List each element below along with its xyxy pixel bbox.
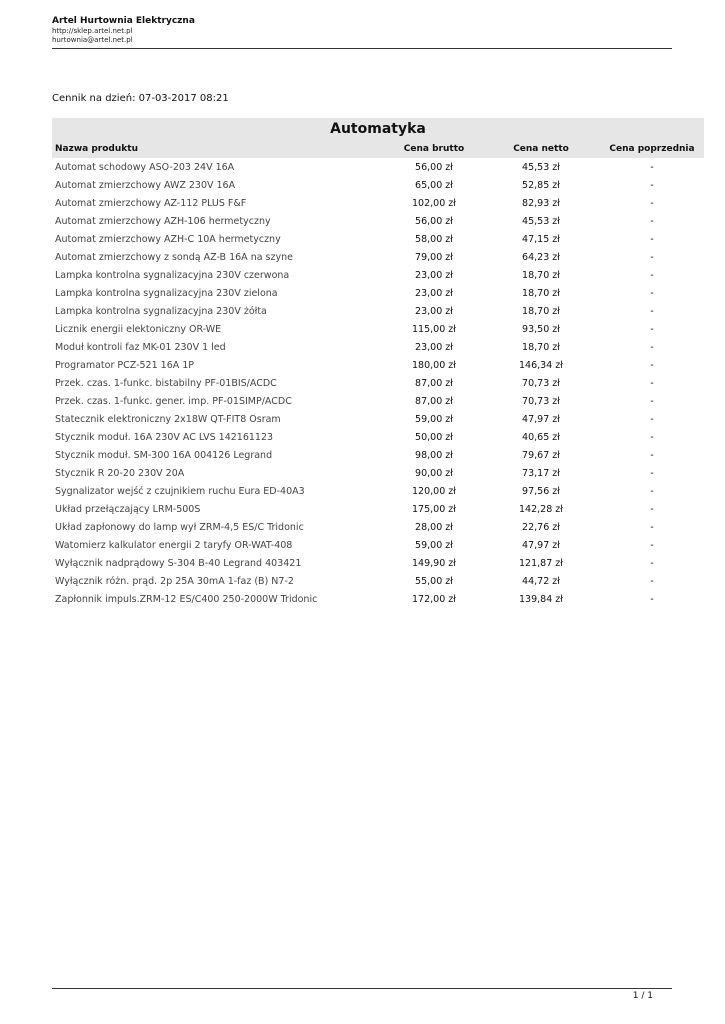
price-net: 70,73 zł xyxy=(522,377,560,389)
price-net: 142,28 zł xyxy=(519,503,563,515)
table-body xyxy=(52,158,704,608)
price-gross: 120,00 zł xyxy=(412,485,456,497)
price-gross: 79,00 zł xyxy=(415,251,453,263)
price-gross: 23,00 zł xyxy=(415,341,453,353)
product-name: Przek. czas. 1-funkc. bistabilny PF-01BIS/ACDC xyxy=(55,377,277,389)
table-row xyxy=(52,248,704,266)
product-name: Układ zapłonowy do lamp wył ZRM-4,5 ES/C Tridonic xyxy=(55,521,304,533)
column-header-name: Nazwa produktu xyxy=(55,144,138,154)
price-previous: - xyxy=(650,341,654,353)
price-net: 121,87 zł xyxy=(519,557,563,569)
product-name: Wyłącznik nadprądowy S-304 B-40 Legrand 403421 xyxy=(55,557,302,569)
price-gross: 115,00 zł xyxy=(412,323,456,335)
table-row xyxy=(52,392,704,410)
price-gross: 172,00 zł xyxy=(412,593,456,605)
product-name: Moduł kontroli faz MK-01 230V 1 led xyxy=(55,341,226,353)
product-name: Automat zmierzchowy z sondą AZ-B 16A na szyne xyxy=(55,251,293,263)
price-previous: - xyxy=(650,413,654,425)
table-row xyxy=(52,554,704,572)
column-header-gross: Cena brutto xyxy=(403,144,465,154)
price-previous: - xyxy=(650,539,654,551)
price-gross: 98,00 zł xyxy=(415,449,453,461)
price-gross: 102,00 zł xyxy=(412,197,456,209)
price-net: 146,34 zł xyxy=(519,359,563,371)
price-previous: - xyxy=(650,377,654,389)
price-previous: - xyxy=(650,593,654,605)
table-header xyxy=(52,118,704,158)
product-name: Automat zmierzchowy AWZ 230V 16A xyxy=(55,179,236,191)
price-gross: 65,00 zł xyxy=(415,179,453,191)
company-name: Artel Hurtownia Elektryczna xyxy=(52,16,195,26)
category-title: Automatyka xyxy=(330,121,426,137)
table-row xyxy=(52,338,704,356)
product-name: Automat zmierzchowy AZ-112 PLUS F&F xyxy=(55,197,247,209)
price-gross: 23,00 zł xyxy=(415,287,453,299)
price-gross: 56,00 zł xyxy=(415,161,453,173)
price-table xyxy=(52,118,704,608)
price-gross: 28,00 zł xyxy=(415,521,453,533)
price-gross: 55,00 zł xyxy=(415,575,453,587)
product-name: Stycznik moduł. 16A 230V AC LVS 142161123 xyxy=(55,431,274,443)
price-net: 93,50 zł xyxy=(522,323,560,335)
price-gross: 50,00 zł xyxy=(415,431,453,443)
price-gross: 175,00 zł xyxy=(412,503,456,515)
product-name: Automat zmierzchowy AZH-C 10A hermetyczny xyxy=(55,233,281,245)
price-previous: - xyxy=(650,575,654,587)
price-previous: - xyxy=(650,251,654,263)
price-net: 18,70 zł xyxy=(522,341,560,353)
product-name: Watomierz kalkulator energii 2 taryfy OR-WAT-408 xyxy=(55,539,293,551)
table-row xyxy=(52,428,704,446)
product-name: Automat schodowy ASO-203 24V 16A xyxy=(55,161,235,173)
table-row xyxy=(52,356,704,374)
product-name: Układ przełączający LRM-500S xyxy=(55,503,201,515)
product-name: Lampka kontrolna sygnalizacyjna 230V żółta xyxy=(55,305,267,317)
price-list-date: Cennik na dzień: 07-03-2017 08:21 xyxy=(52,93,229,104)
table-row xyxy=(52,518,704,536)
price-gross: 23,00 zł xyxy=(415,269,453,281)
price-previous: - xyxy=(650,215,654,227)
column-header-previous: Cena poprzednia xyxy=(609,144,695,154)
product-name: Wyłącznik różn. prąd. 2p 25A 30mA 1-faz (B) N7-2 xyxy=(55,575,294,587)
price-net: 40,65 zł xyxy=(522,431,560,443)
price-gross: 58,00 zł xyxy=(415,233,453,245)
price-previous: - xyxy=(650,161,654,173)
price-previous: - xyxy=(650,287,654,299)
product-name: Licznik energii elektoniczny OR-WE xyxy=(55,323,222,335)
table-row xyxy=(52,500,704,518)
price-gross: 23,00 zł xyxy=(415,305,453,317)
product-name: Automat zmierzchowy AZH-106 hermetyczny xyxy=(55,215,271,227)
column-header-net: Cena netto xyxy=(513,144,569,154)
table-row xyxy=(52,302,704,320)
table-row xyxy=(52,446,704,464)
table-row xyxy=(52,572,704,590)
price-net: 97,56 zł xyxy=(522,485,560,497)
table-row xyxy=(52,158,704,176)
price-net: 44,72 zł xyxy=(522,575,560,587)
price-previous: - xyxy=(650,503,654,515)
price-previous: - xyxy=(650,323,654,335)
page-number: 1 / 1 xyxy=(632,991,653,1001)
price-previous: - xyxy=(650,233,654,245)
price-net: 22,76 zł xyxy=(522,521,560,533)
price-net: 82,93 zł xyxy=(522,197,560,209)
table-row xyxy=(52,410,704,428)
price-previous: - xyxy=(650,449,654,461)
price-previous: - xyxy=(650,179,654,191)
product-name: Statecznik elektroniczny 2x18W QT-FIT8 Osram xyxy=(55,413,281,425)
price-net: 47,97 zł xyxy=(522,539,560,551)
table-row xyxy=(52,590,704,608)
price-gross: 87,00 zł xyxy=(415,377,453,389)
price-previous: - xyxy=(650,395,654,407)
footer-divider xyxy=(52,988,672,989)
price-gross: 56,00 zł xyxy=(415,215,453,227)
table-row xyxy=(52,536,704,554)
product-name: Stycznik moduł. SM-300 16A 004126 Legrand xyxy=(55,449,273,461)
price-previous: - xyxy=(650,557,654,569)
price-net: 52,85 zł xyxy=(522,179,560,191)
price-previous: - xyxy=(650,485,654,497)
price-net: 79,67 zł xyxy=(522,449,560,461)
price-previous: - xyxy=(650,269,654,281)
product-name: Stycznik R 20-20 230V 20A xyxy=(55,467,185,479)
price-net: 64,23 zł xyxy=(522,251,560,263)
price-net: 18,70 zł xyxy=(522,305,560,317)
price-gross: 59,00 zł xyxy=(415,539,453,551)
product-name: Sygnalizator wejść z czujnikiem ruchu Eura ED-40A3 xyxy=(55,485,305,497)
price-previous: - xyxy=(650,431,654,443)
table-row xyxy=(52,464,704,482)
price-net: 18,70 zł xyxy=(522,269,560,281)
header-divider xyxy=(52,48,672,49)
document-header xyxy=(52,16,672,45)
product-name: Lampka kontrolna sygnalizacyjna 230V zielona xyxy=(55,287,278,299)
company-email: hurtownia@artel.net.pl xyxy=(52,36,133,44)
table-row xyxy=(52,320,704,338)
price-previous: - xyxy=(650,521,654,533)
table-row xyxy=(52,212,704,230)
price-net: 45,53 zł xyxy=(522,215,560,227)
product-name: Lampka kontrolna sygnalizacyjna 230V czerwona xyxy=(55,269,290,281)
price-previous: - xyxy=(650,305,654,317)
price-net: 18,70 zł xyxy=(522,287,560,299)
table-row xyxy=(52,374,704,392)
table-row xyxy=(52,194,704,212)
price-previous: - xyxy=(650,197,654,209)
table-row xyxy=(52,284,704,302)
product-name: Zapłonnik impuls.ZRM-12 ES/C400 250-2000W Tridonic xyxy=(55,593,318,605)
price-previous: - xyxy=(650,467,654,479)
price-gross: 149,90 zł xyxy=(412,557,456,569)
price-gross: 87,00 zł xyxy=(415,395,453,407)
price-gross: 90,00 zł xyxy=(415,467,453,479)
table-row xyxy=(52,230,704,248)
product-name: Przek. czas. 1-funkc. gener. imp. PF-01SIMP/ACDC xyxy=(55,395,292,407)
price-net: 73,17 zł xyxy=(522,467,560,479)
price-net: 47,15 zł xyxy=(522,233,560,245)
price-gross: 180,00 zł xyxy=(412,359,456,371)
product-name: Programator PCZ-521 16A 1P xyxy=(55,359,195,371)
table-row xyxy=(52,482,704,500)
price-net: 45,53 zł xyxy=(522,161,560,173)
column-headers xyxy=(52,140,704,158)
price-net: 139,84 zł xyxy=(519,593,563,605)
price-gross: 59,00 zł xyxy=(415,413,453,425)
company-url: http://sklep.artel.net.pl xyxy=(52,27,133,35)
table-row xyxy=(52,266,704,284)
table-row xyxy=(52,176,704,194)
price-previous: - xyxy=(650,359,654,371)
price-net: 70,73 zł xyxy=(522,395,560,407)
price-net: 47,97 zł xyxy=(522,413,560,425)
